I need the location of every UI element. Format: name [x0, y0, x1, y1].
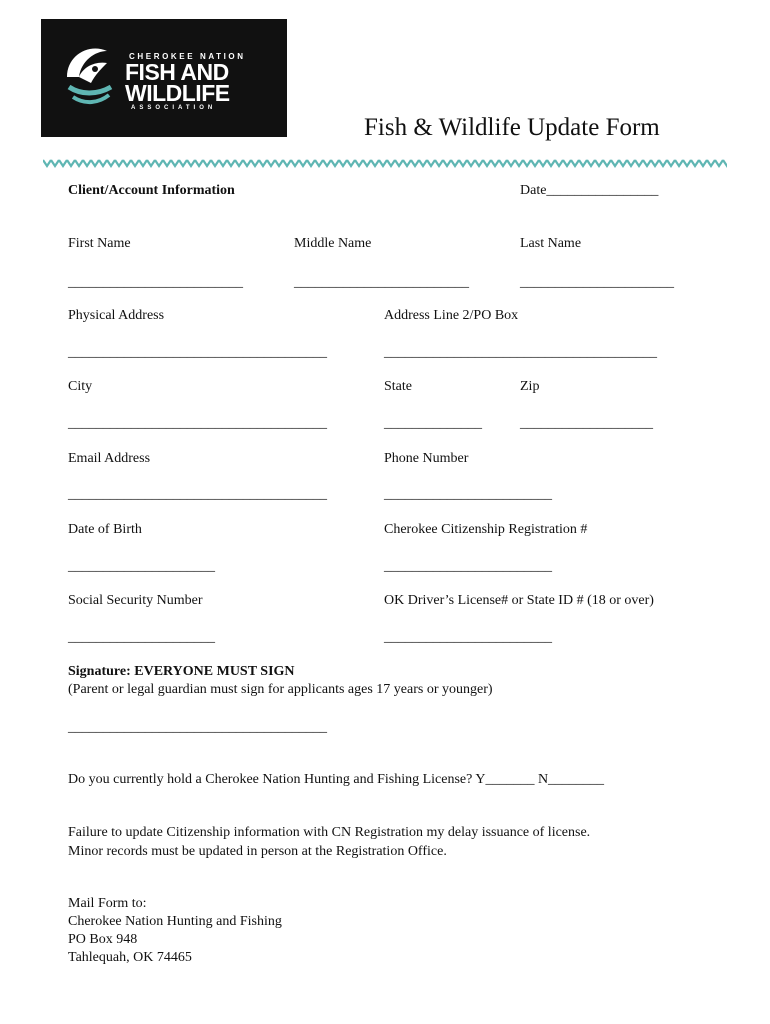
mail-address-line3: Tahlequah, OK 74465	[68, 950, 192, 965]
email-field[interactable]: _____________________________________	[68, 487, 327, 502]
physical-address-field[interactable]: _____________________________________	[68, 345, 327, 360]
middle-name-field[interactable]: _________________________	[294, 275, 469, 290]
mail-address-line1: Cherokee Nation Hunting and Fishing	[68, 914, 282, 929]
dob-field[interactable]: _____________________	[68, 559, 215, 574]
signature-field[interactable]: _____________________________________	[68, 720, 327, 735]
city-label: City	[68, 379, 93, 394]
failure-notice-line2: Minor records must be updated in person at the Registration Office.	[68, 844, 447, 859]
page-title: Fish & Wildlife Update Form	[364, 114, 660, 141]
last-name-field[interactable]: ______________________	[520, 275, 674, 290]
middle-name-label: Middle Name	[294, 236, 372, 251]
logo-line-wildlife: WILDLIFE	[125, 80, 230, 106]
phone-field[interactable]: ________________________	[384, 487, 552, 502]
date-field[interactable]: Date________________	[520, 183, 659, 198]
ssn-field[interactable]: _____________________	[68, 630, 215, 645]
mail-heading: Mail Form to:	[68, 896, 147, 911]
section-heading: Client/Account Information	[68, 183, 235, 198]
logo-line-association: ASSOCIATION	[131, 105, 217, 111]
license-id-label: OK Driver’s License# or State ID # (18 or over)	[384, 593, 654, 608]
zip-label: Zip	[520, 379, 540, 394]
email-label: Email Address	[68, 451, 151, 466]
cherokee-registration-field[interactable]: ________________________	[384, 559, 552, 574]
fish-emblem-icon	[61, 37, 123, 117]
license-question[interactable]: Do you currently hold a Cherokee Nation Hunting and Fishing License? Y_______ N________	[68, 772, 605, 787]
cherokee-nation-fish-wildlife-logo	[41, 19, 287, 137]
signature-note: (Parent or legal guardian must sign for applicants ages 17 years or younger)	[68, 682, 493, 697]
license-id-field[interactable]: ________________________	[384, 630, 552, 645]
ssn-label: Social Security Number	[68, 593, 203, 608]
city-field[interactable]: _____________________________________	[68, 416, 327, 431]
logo-line-fish-and: FISH AND	[125, 59, 229, 85]
phone-label: Phone Number	[384, 451, 469, 466]
mail-address-line2: PO Box 948	[68, 932, 138, 947]
state-field[interactable]: ______________	[384, 416, 482, 431]
first-name-label: First Name	[68, 236, 131, 251]
state-label: State	[384, 379, 412, 394]
logo-line-cherokee-nation: CHEROKEE NATION	[129, 52, 246, 61]
cherokee-registration-label: Cherokee Citizenship Registration #	[384, 522, 588, 537]
failure-notice-line1: Failure to update Citizenship information with CN Registration my delay issuance of license.	[68, 825, 591, 840]
address-line2-label: Address Line 2/PO Box	[384, 308, 519, 323]
address-line2-field[interactable]: _______________________________________	[384, 345, 657, 360]
signature-heading: Signature: EVERYONE MUST SIGN	[68, 664, 295, 679]
first-name-field[interactable]: _________________________	[68, 275, 243, 290]
zip-field[interactable]: ___________________	[520, 416, 653, 431]
dob-label: Date of Birth	[68, 522, 142, 537]
decorative-divider	[43, 158, 727, 168]
physical-address-label: Physical Address	[68, 308, 165, 323]
last-name-label: Last Name	[520, 236, 582, 251]
